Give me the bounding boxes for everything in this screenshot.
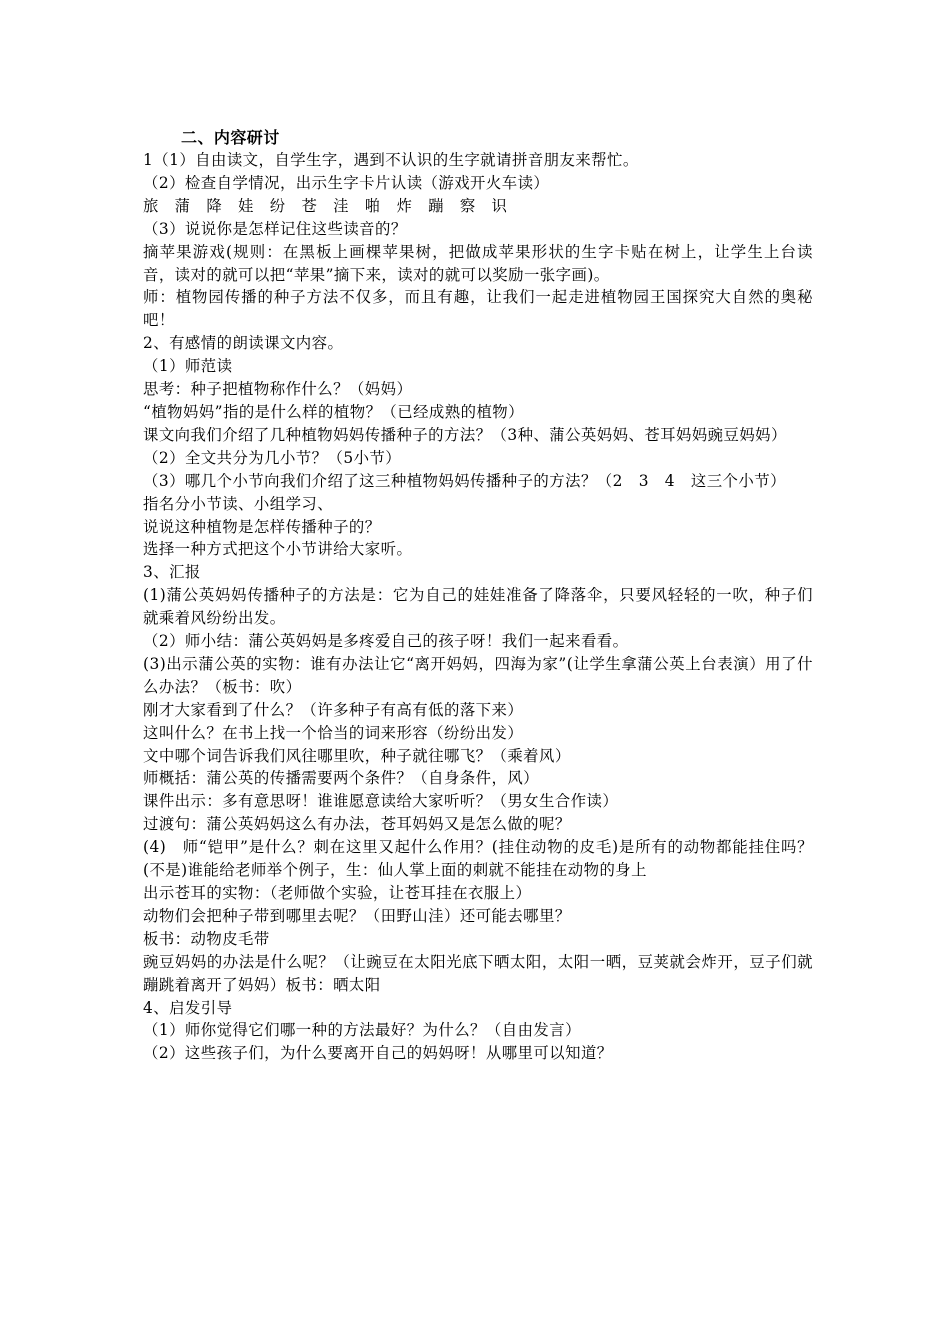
section-title: 4、启发引导 [143,998,233,1017]
paragraph-line: 选择一种方式把这个小节讲给大家听。 [143,540,413,559]
section-heading: 二、内容研讨 [181,128,280,147]
paragraph-line: （3）哪几个小节向我们介绍了这三种植物妈妈传播种子的方法？（2 3 4 这三个小节） [143,471,786,490]
paragraph-line: “植物妈妈”指的是什么样的植物？（已经成熟的植物） [143,402,524,421]
paragraph-line: (4) 师“铠甲”是什么？刺在这里又起什么作用？(挂住动物的皮毛)是所有的动物都能挂住吗？(不是)谁能给老师举个例子，生：仙人掌上面的刺就不能挂在动物的身上 [143,838,813,880]
paragraph-line: （1）师范读 [143,357,233,376]
paragraph-line: 课件出示：多有意思呀！谁谁愿意读给大家听听？（男女生合作读） [143,792,619,811]
paragraph-line: （2）这些孩子们，为什么要离开自己的妈妈呀！从哪里可以知道？ [143,1044,613,1063]
paragraph-line: 刚才大家看到了什么？（许多种子有高有低的落下来） [143,700,524,719]
paragraph-line: 师：植物园传播的种子方法不仅多，而且有趣，让我们一起走进植物园王国探究大自然的奥秘吧！ [143,288,813,330]
paragraph-line: 1（1）自由读文，自学生字，遇到不认识的生字就请拼音朋友来帮忙。 [143,151,639,169]
paragraph-line: 课文向我们介绍了几种植物妈妈传播种子的方法？（3种、蒲公英妈妈、苍耳妈妈豌豆妈妈） [143,425,787,444]
paragraph-line: 板书：动物皮毛带 [143,929,270,948]
paragraph-line: 豌豆妈妈的办法是什么呢？（让豌豆在太阳光底下晒太阳，太阳一晒，豆荚就会炸开，豆子们就蹦跳着离开了妈妈）板书：晒太阳 [143,952,813,994]
paragraph-line: 摘苹果游戏(规则：在黑板上画棵苹果树，把做成苹果形状的生字卡贴在树上，让学生上台读音，读对的就可以把“苹果”摘下来，读对的就可以奖励一张字画)。 [143,242,813,284]
paragraph-line: (1)蒲公英妈妈传播种子的方法是：它为自己的娃娃准备了降落伞，只要风轻轻的一吹，种子们就乘着风纷纷出发。 [143,586,813,628]
paragraph-line: (3)出示蒲公英的实物：谁有办法让它“离开妈妈，四海为家”(让学生拿蒲公英上台表演）用了什么办法？（板书：吹） [143,654,813,696]
paragraph-line: 说说这种植物是怎样传播种子的？ [143,517,381,536]
section-title: 2、有感情的朗读课文内容。 [143,334,344,353]
paragraph-line: 这叫什么？在书上找一个恰当的词来形容（纷纷出发） [143,723,524,742]
paragraph-line: 思考：种子把植物称作什么？（妈妈） [143,380,413,399]
paragraph-line: （2）师小结：蒲公英妈妈是多疼爱自己的孩子呀！我们一起来看看。 [143,632,629,651]
paragraph-line: 指名分小节读、小组学习、 [143,494,334,513]
document-page [143,126,813,1065]
paragraph-line: 文中哪个词告诉我们风往哪里吹，种子就往哪飞？（乘着风） [143,746,571,765]
paragraph-line: （3）说说你是怎样记住这些读音的？ [143,219,407,238]
paragraph-line: （2）检查自学情况，出示生字卡片认读（游戏开火车读） [143,173,550,192]
paragraph-line: （1）师你觉得它们哪一种的方法最好？为什么？（自由发言） [143,1021,581,1040]
paragraph-line: 出示苍耳的实物：（老师做个实验，让苍耳挂在衣服上） [143,884,532,902]
character-list: 旅 蒲 降 娃 纷 苍 洼 啪 炸 蹦 察 识 [143,196,508,215]
paragraph-line: （2）全文共分为几小节？（5小节） [143,448,402,467]
paragraph-line: 过渡句：蒲公英妈妈这么有办法，苍耳妈妈又是怎么做的呢？ [143,815,571,834]
paragraph-line: 师概括：蒲公英的传播需要两个条件？（自身条件，风） [143,769,540,788]
paragraph-line: 动物们会把种子带到哪里去呢？（田野山洼）还可能去哪里？ [143,906,571,925]
section-title: 3、汇报 [143,563,201,582]
